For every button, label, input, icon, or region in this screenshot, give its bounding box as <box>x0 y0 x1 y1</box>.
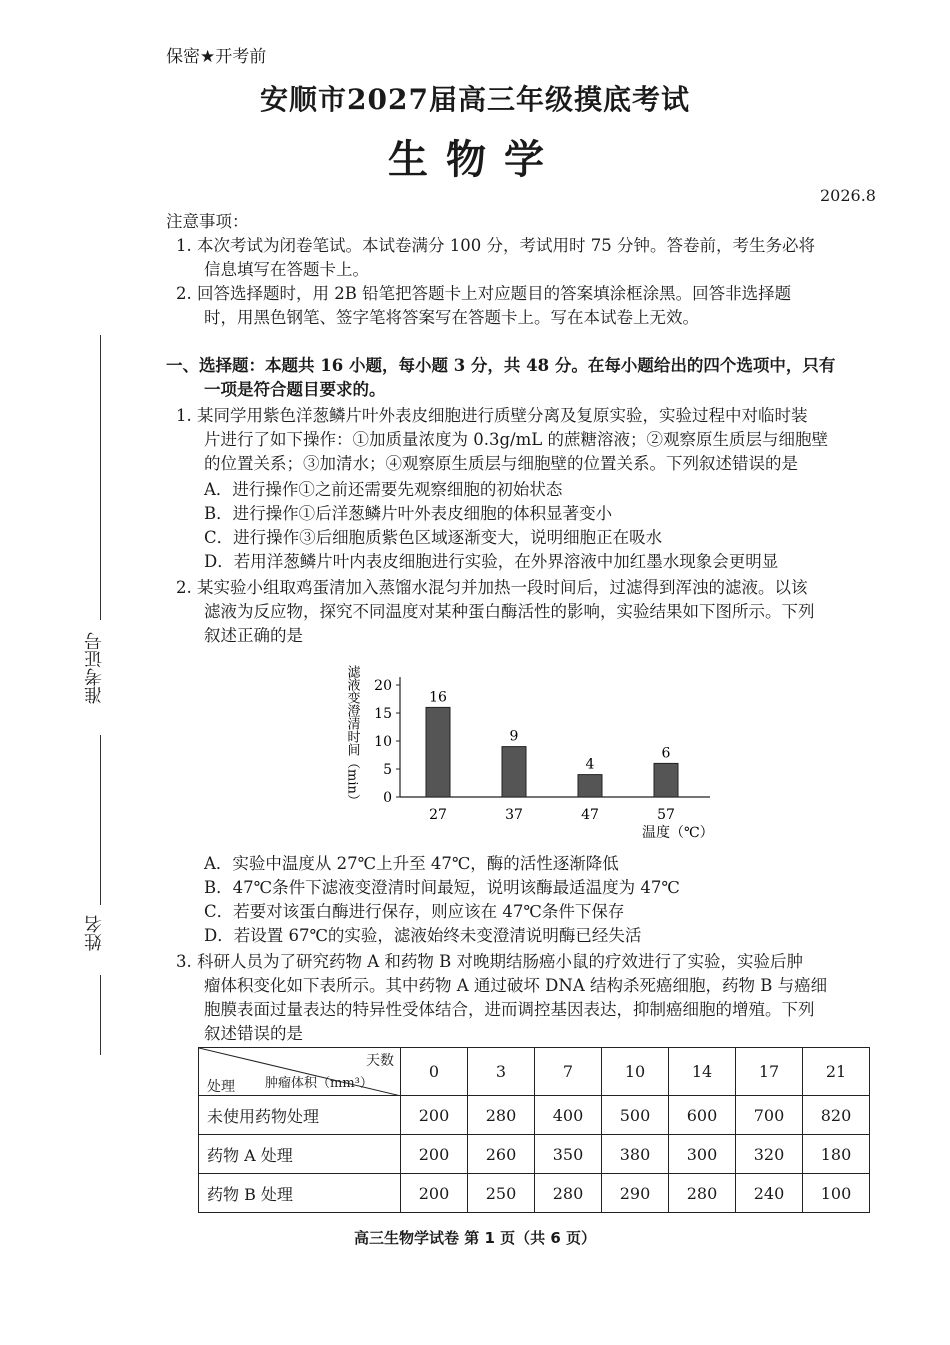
margin-line-bottom <box>100 975 101 1055</box>
exam-title: 安顺市2027届高三年级摸底考试 <box>260 83 690 116</box>
table-day-header: 3 <box>468 1048 535 1096</box>
table-cell: 350 <box>535 1135 602 1174</box>
chart-y-axis-label: 滤液变澄清时间（min） <box>344 665 360 807</box>
table-row <box>199 1096 870 1135</box>
chart-bar <box>654 763 678 797</box>
table-cell: 200 <box>401 1174 468 1213</box>
q1-stem: 的位置关系；③加清水；④观察原生质层与细胞壁的位置关系。下列叙述错误的是 <box>204 454 798 473</box>
table-cell: 240 <box>736 1174 803 1213</box>
margin-line-top <box>100 335 101 620</box>
table-day-header: 10 <box>602 1048 669 1096</box>
q2-stem: 叙述正确的是 <box>204 626 303 645</box>
table-cell: 500 <box>602 1096 669 1135</box>
table-day-header: 0 <box>401 1048 468 1096</box>
table-day-header: 17 <box>736 1048 803 1096</box>
table-cell: 280 <box>669 1174 736 1213</box>
notice-line: 2. 回答选择题时，用 2B 铅笔把答题卡上对应题目的答案填涂框涂黑。回答非选择题 <box>176 284 792 303</box>
table-row <box>199 1135 870 1174</box>
q1-stem: 片进行了如下操作：①加质量浓度为 0.3g/mL 的蔗糖溶液；②观察原生质层与细胞壁 <box>204 430 828 449</box>
corner-treatment-label: 处理 <box>207 1079 235 1095</box>
q2-stem: 滤液为反应物，探究不同温度对某种蛋白酶活性的影响，实验结果如下图所示。下列 <box>204 602 815 621</box>
chart-x-tick-label: 27 <box>429 807 447 823</box>
chart-y-tick-label: 20 <box>374 678 392 694</box>
q1-option-c: C．进行操作③后细胞质紫色区域逐渐变大，说明细胞正在吸水 <box>204 528 663 547</box>
q3-stem: 叙述错误的是 <box>204 1024 303 1043</box>
table-cell: 300 <box>669 1135 736 1174</box>
section-heading: 一项是符合题目要求的。 <box>204 380 386 399</box>
table-cell: 200 <box>401 1135 468 1174</box>
table-cell: 600 <box>669 1096 736 1135</box>
table-cell: 320 <box>736 1135 803 1174</box>
chart-y-tick-label: 15 <box>374 706 392 722</box>
chart-data-label: 4 <box>585 756 595 773</box>
page-footer: 高三生物学试卷 第 1 页（共 6 页） <box>354 1229 596 1247</box>
table-cell: 700 <box>736 1096 803 1135</box>
q2-stem: 2. 某实验小组取鸡蛋清加入蒸馏水混匀并加热一段时间后，过滤得到浑浊的滤液。以该 <box>176 578 808 597</box>
table-row <box>199 1174 870 1213</box>
table-cell: 200 <box>401 1096 468 1135</box>
table-row-label: 药物 A 处理 <box>199 1135 401 1174</box>
q1-option-b: B．进行操作①后洋葱鳞片叶外表皮细胞的体积显著变小 <box>204 504 613 523</box>
table-cell: 280 <box>468 1096 535 1135</box>
exam-id-label: 准考证号 <box>84 632 105 704</box>
q2-option-a: A．实验中温度从 27℃上升至 47℃，酶的活性逐渐降低 <box>204 854 619 873</box>
chart-y-tick-label: 5 <box>383 762 392 778</box>
q1-stem: 1. 某同学用紫色洋葱鳞片叶外表皮细胞进行质壁分离及复原实验，实验过程中对临时装 <box>176 406 808 425</box>
q2-option-d: D．若设置 67℃的实验，滤液始终未变澄清说明酶已经失活 <box>204 926 642 945</box>
chart-y-tick-label: 10 <box>374 734 392 750</box>
chart-y-tick-label: 0 <box>383 790 392 806</box>
table-cell: 290 <box>602 1174 669 1213</box>
exam-date: 2026.8 <box>820 186 876 205</box>
enzyme-activity-chart <box>330 655 730 850</box>
table-cell: 820 <box>803 1096 870 1135</box>
table-header-row <box>199 1048 870 1096</box>
notice-line: 时，用黑色钢笔、签字笔将答案写在答题卡上。写在本试卷上无效。 <box>204 308 699 327</box>
notice-line: 信息填写在答题卡上。 <box>204 260 369 279</box>
table-cell: 250 <box>468 1174 535 1213</box>
notice-heading: 注意事项： <box>166 212 249 231</box>
table-cell: 180 <box>803 1135 870 1174</box>
subject-title: 生物学 <box>388 136 562 183</box>
chart-bar <box>578 775 602 797</box>
table-day-header: 14 <box>669 1048 736 1096</box>
chart-bar <box>426 707 450 797</box>
table-cell: 100 <box>803 1174 870 1213</box>
section-heading: 一、选择题：本题共 16 小题，每小题 3 分，共 48 分。在每小题给出的四个选项中，只有 <box>166 356 836 375</box>
chart-data-label: 6 <box>661 745 671 762</box>
q2-option-c: C．若要对该蛋白酶进行保存，则应该在 47℃条件下保存 <box>204 902 625 921</box>
table-cell: 380 <box>602 1135 669 1174</box>
table-day-header: 21 <box>803 1048 870 1096</box>
chart-data-label: 9 <box>509 728 519 745</box>
tumor-volume-table <box>198 1047 870 1213</box>
chart-x-tick-label: 47 <box>581 807 599 823</box>
table-row-label: 未使用药物处理 <box>199 1096 401 1135</box>
table-cell: 260 <box>468 1135 535 1174</box>
corner-days-label: 天数 <box>366 1053 394 1069</box>
table-row-label: 药物 B 处理 <box>199 1174 401 1213</box>
chart-x-tick-label: 57 <box>657 807 675 823</box>
q3-stem: 3. 科研人员为了研究药物 A 和药物 B 对晚期结肠癌小鼠的疗效进行了实验，实验后肿 <box>176 952 804 971</box>
q1-option-a: A．进行操作①之前还需要先观察细胞的初始状态 <box>204 480 563 499</box>
corner-volume-label: 肿瘤体积（mm³） <box>265 1076 373 1091</box>
table-cell: 280 <box>535 1174 602 1213</box>
chart-data-label: 16 <box>429 689 447 706</box>
chart-x-tick-label: 37 <box>505 807 523 823</box>
q2-option-b: B．47℃条件下滤液变澄清时间最短，说明该酶最适温度为 47℃ <box>204 878 680 897</box>
notice-line: 1. 本次考试为闭卷笔试。本试卷满分 100 分，考试用时 75 分钟。答卷前，考生务必将 <box>176 236 815 255</box>
q1-option-d: D．若用洋葱鳞片叶内表皮细胞进行实验，在外界溶液中加红墨水现象会更明显 <box>204 552 779 571</box>
margin-line-middle <box>100 735 101 905</box>
name-label: 姓名 <box>84 915 105 951</box>
table-corner-cell <box>199 1048 401 1096</box>
confidential-mark: 保密★开考前 <box>166 47 267 67</box>
table-cell: 400 <box>535 1096 602 1135</box>
chart-x-axis-label: 温度（℃） <box>642 825 714 841</box>
q3-stem: 瘤体积变化如下表所示。其中药物 A 通过破坏 DNA 结构杀死癌细胞，药物 B 与癌细 <box>204 976 828 995</box>
q3-stem: 胞膜表面过量表达的特异性受体结合，进而调控基因表达，抑制癌细胞的增殖。下列 <box>204 1000 815 1019</box>
chart-bar <box>502 747 526 797</box>
table-day-header: 7 <box>535 1048 602 1096</box>
